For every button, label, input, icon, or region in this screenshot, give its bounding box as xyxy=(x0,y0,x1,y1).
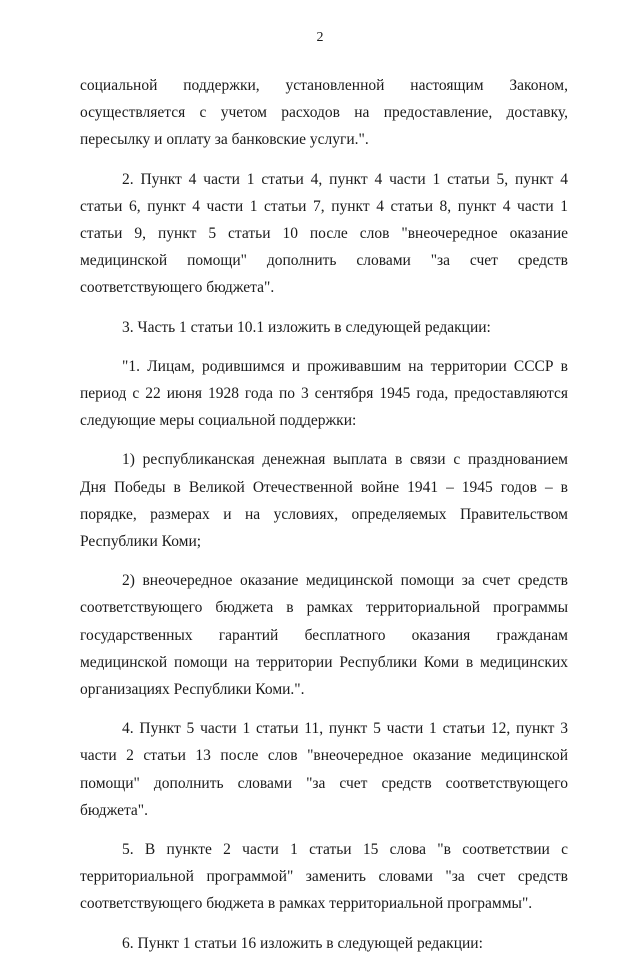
paragraph-quoted-part-1: "1. Лицам, родившимся и проживавшим на территории СССР в период с 22 июня 1928 года по 3 сентября 1945 года, предоставляются следующие меры социальной поддержки: xyxy=(80,357,568,430)
paragraph-subitem-2: 2) внеочередное оказание медицинской помощи за счет средств соответствующего бюджета в рамках территориальной программы государственных гарантий бесплатного оказания гражданам медицинской помощи на территории Республики Коми в медицинских организациях Республики Коми.". xyxy=(80,572,568,699)
paragraph-item-2: 2. Пункт 4 части 1 статьи 4, пункт 4 части 1 статьи 5, пункт 4 статьи 6, пункт 4 части 1 статьи 7, пункт 4 статьи 8, пункт 4 части 1 статьи 9, пункт 5 статьи 10 после слов "внеочередное оказание медицинской помощи" дополнить словами "за счет средств соответствующего бюджета". xyxy=(80,170,568,297)
paragraph-item-5: 5. В пункте 2 части 1 статьи 15 слова "в соответствии с территориальной программой" заменить словами "за счет средств соответствующего бюджета в рамках территориальной программы". xyxy=(80,841,568,913)
page-number: 2 xyxy=(316,30,324,45)
paragraph-item-3: 3. Часть 1 статьи 10.1 изложить в следующей редакции: xyxy=(122,318,491,336)
paragraph-subitem-1: 1) республиканская денежная выплата в связи с празднованием Дня Победы в Великой Отечественной войне 1941 – 1945 годов – в порядке, размерах и на условиях, определяемых Правительством Республики Коми; xyxy=(80,451,568,551)
document-body xyxy=(80,72,568,969)
paragraph-continuation: социальной поддержки, установленной настоящим Законом, осуществляется с учетом расходов на предоставление, доставку, пересылку и оплату за банковские услуги.". xyxy=(80,77,568,149)
paragraph-item-4: 4. Пункт 5 части 1 статьи 11, пункт 5 части 1 статьи 12, пункт 3 части 2 статьи 13 после слов "внеочередное оказание медицинской помощи" дополнить словами "за счет средств соответствующего бюджета". xyxy=(80,720,568,819)
paragraph-item-6: 6. Пункт 1 статьи 16 изложить в следующей редакции: xyxy=(122,934,483,952)
